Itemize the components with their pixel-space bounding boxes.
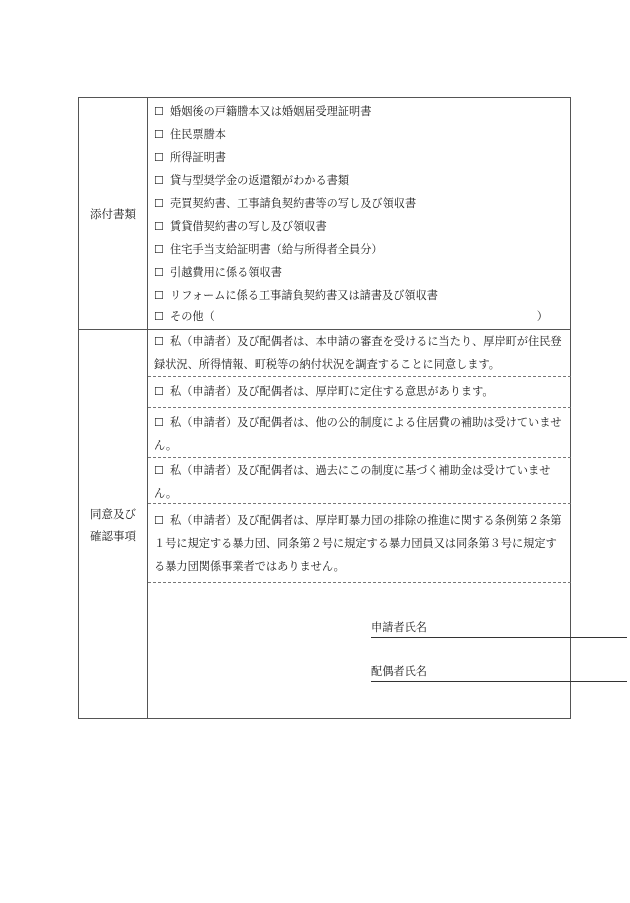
statement-text: 私（申請者）及び配偶者は、厚岸町に定住する意思があります。 [170, 385, 494, 398]
attachments-list [148, 98, 571, 330]
checkbox-icon[interactable]: ☐ [154, 514, 165, 527]
attachment-text: 住民票謄本 [170, 128, 226, 141]
checkbox-icon[interactable]: ☐ [154, 174, 165, 187]
attachment-text: 所得証明書 [170, 151, 226, 164]
attachment-item[interactable] [154, 243, 383, 257]
consent-statement[interactable] [154, 459, 566, 505]
spouse-name-label: 配偶者氏名 [371, 665, 427, 678]
checkbox-icon[interactable]: ☐ [154, 385, 165, 398]
attachment-item[interactable] [154, 220, 327, 234]
checkbox-icon[interactable]: ☐ [154, 289, 165, 302]
checkbox-icon[interactable]: ☐ [154, 105, 165, 118]
application-form-table [78, 97, 571, 719]
attachment-text: 婚姻後の戸籍謄本又は婚姻届受理証明書 [170, 105, 372, 118]
attachment-text: 引越費用に係る領収書 [170, 266, 282, 279]
applicant-name-label: 申請者氏名 [371, 621, 427, 634]
checkbox-icon[interactable]: ☐ [154, 243, 165, 256]
attachment-item[interactable] [154, 197, 416, 211]
statement-text: 私（申請者）及び配偶者は、厚岸町暴力団の排除の推進に関する条例第２条第１号に規定する暴力団、同条第２号に規定する暴力団員又は同条第３号に規定する暴力団関係事業者ではありません。 [154, 514, 562, 573]
other-close-paren: ） [536, 310, 548, 323]
attachment-item-other[interactable] [154, 310, 566, 324]
consent-label-line1: 同意及び [90, 506, 136, 521]
attachment-text: 賃貸借契約書の写し及び領収書 [170, 220, 327, 233]
checkbox-icon[interactable]: ☐ [154, 335, 165, 348]
attachment-text: 貸与型奨学金の返還額がわかる書類 [170, 174, 350, 187]
consent-statement[interactable] [154, 509, 566, 578]
checkbox-icon[interactable]: ☐ [154, 310, 165, 323]
attachment-item[interactable] [154, 128, 226, 142]
attachment-item[interactable] [154, 289, 438, 303]
dashed-divider [148, 457, 571, 458]
spouse-name-field[interactable] [371, 664, 627, 682]
dashed-divider [148, 582, 571, 583]
checkbox-icon[interactable]: ☐ [154, 416, 165, 429]
attachment-item[interactable] [154, 266, 282, 280]
attachment-item[interactable] [154, 174, 349, 188]
consent-label-line2: 確認事項 [90, 528, 136, 543]
checkbox-icon[interactable]: ☐ [154, 464, 165, 477]
dashed-divider [148, 376, 571, 377]
checkbox-icon[interactable]: ☐ [154, 266, 165, 279]
statement-text: 私（申請者）及び配偶者は、他の公的制度による住居費の補助は受けていません。 [154, 416, 562, 452]
checkbox-icon[interactable]: ☐ [154, 197, 165, 210]
attachments-label-text: 添付書類 [90, 206, 136, 221]
checkbox-icon[interactable]: ☐ [154, 220, 165, 233]
consent-statement[interactable] [154, 411, 566, 457]
statement-text: 私（申請者）及び配偶者は、本申請の審査を受けるに当たり、厚岸町が住民登録状況、所得情報、町税等の納付状況を調査することに同意します。 [154, 335, 562, 371]
attachment-item[interactable] [154, 105, 371, 119]
statement-text: 私（申請者）及び配偶者は、過去にこの制度に基づく補助金は受けていません。 [154, 464, 551, 500]
dashed-divider [148, 503, 571, 504]
attachment-text: リフォームに係る工事請負契約書又は請書及び領収書 [170, 289, 438, 302]
attachment-text: 売買契約書、工事請負契約書等の写し及び領収書 [170, 197, 417, 210]
other-label: その他（ [170, 310, 215, 323]
applicant-name-field[interactable] [371, 620, 627, 638]
dashed-divider [148, 407, 571, 408]
attachment-text: 住宅手当支給証明書（給与所得者全員分） [170, 243, 383, 256]
consent-statements [148, 330, 571, 719]
attachments-label [79, 98, 148, 330]
consent-statement[interactable] [154, 330, 566, 376]
attachment-item[interactable] [154, 151, 226, 165]
consent-label [79, 330, 148, 719]
checkbox-icon[interactable]: ☐ [154, 151, 165, 164]
consent-statement[interactable] [154, 380, 566, 403]
checkbox-icon[interactable]: ☐ [154, 128, 165, 141]
